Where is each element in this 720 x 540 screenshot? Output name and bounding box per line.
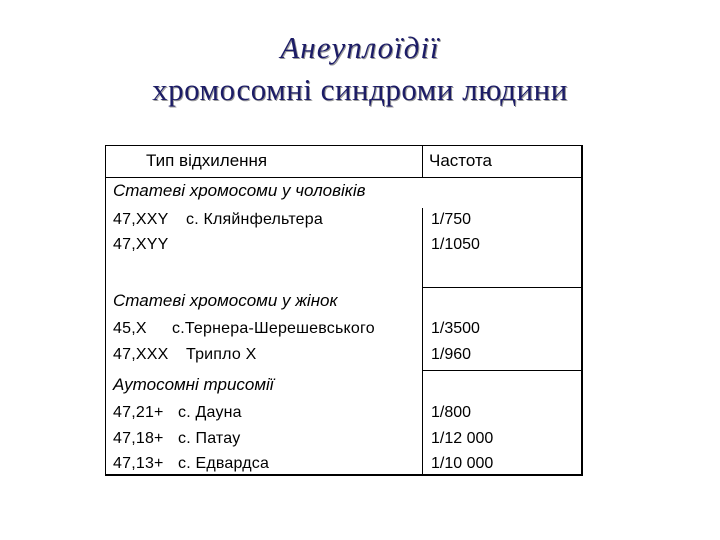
category-label: Статеві хромосоми у жінок (113, 291, 338, 310)
category-label: Аутосомні трисомії (113, 375, 274, 394)
table-divider (422, 370, 423, 475)
table-divider (422, 146, 423, 177)
syndrome-cell: с. Кляйнфельтера (186, 211, 323, 228)
karyotype-cell: 47,XXX (113, 346, 169, 363)
syndrome-cell: с. Едвардса (178, 455, 270, 472)
karyotype-cell: 45,X (113, 320, 147, 337)
frequency-cell: 1/800 (431, 404, 472, 421)
frequency-cell: 1/750 (431, 211, 472, 228)
karyotype-cell: 47,13+ (113, 455, 164, 472)
slide-title: Анеуплоїдії (280, 30, 440, 65)
syndrome-cell: Трипло Х (186, 346, 257, 363)
frequency-cell: 1/3500 (431, 320, 480, 337)
frequency-cell: 1/960 (431, 346, 472, 363)
karyotype-cell: 47,XYY (113, 236, 169, 253)
syndrome-cell: с.Тернера-Шерешевського (172, 320, 375, 337)
karyotype-cell: 47,XXY (113, 211, 169, 228)
table-divider (422, 370, 582, 371)
table-divider (106, 177, 582, 178)
column-header-type: Тип відхилення (146, 151, 268, 170)
frequency-table (105, 145, 583, 476)
karyotype-cell: 47,18+ (113, 430, 164, 447)
table-divider (422, 287, 582, 288)
frequency-cell: 1/1050 (431, 236, 480, 253)
table-divider (422, 208, 423, 287)
karyotype-cell: 47,21+ (113, 404, 164, 421)
syndrome-cell: с. Патау (178, 430, 241, 447)
frequency-cell: 1/10 000 (431, 455, 494, 472)
category-label: Статеві хромосоми у чоловіків (113, 181, 366, 200)
frequency-cell: 1/12 000 (431, 430, 494, 447)
syndrome-cell: с. Дауна (178, 404, 242, 421)
slide-subtitle: хромосомні синдроми людини (152, 72, 568, 107)
table-divider (422, 287, 423, 370)
column-header-frequency: Частота (429, 151, 493, 170)
